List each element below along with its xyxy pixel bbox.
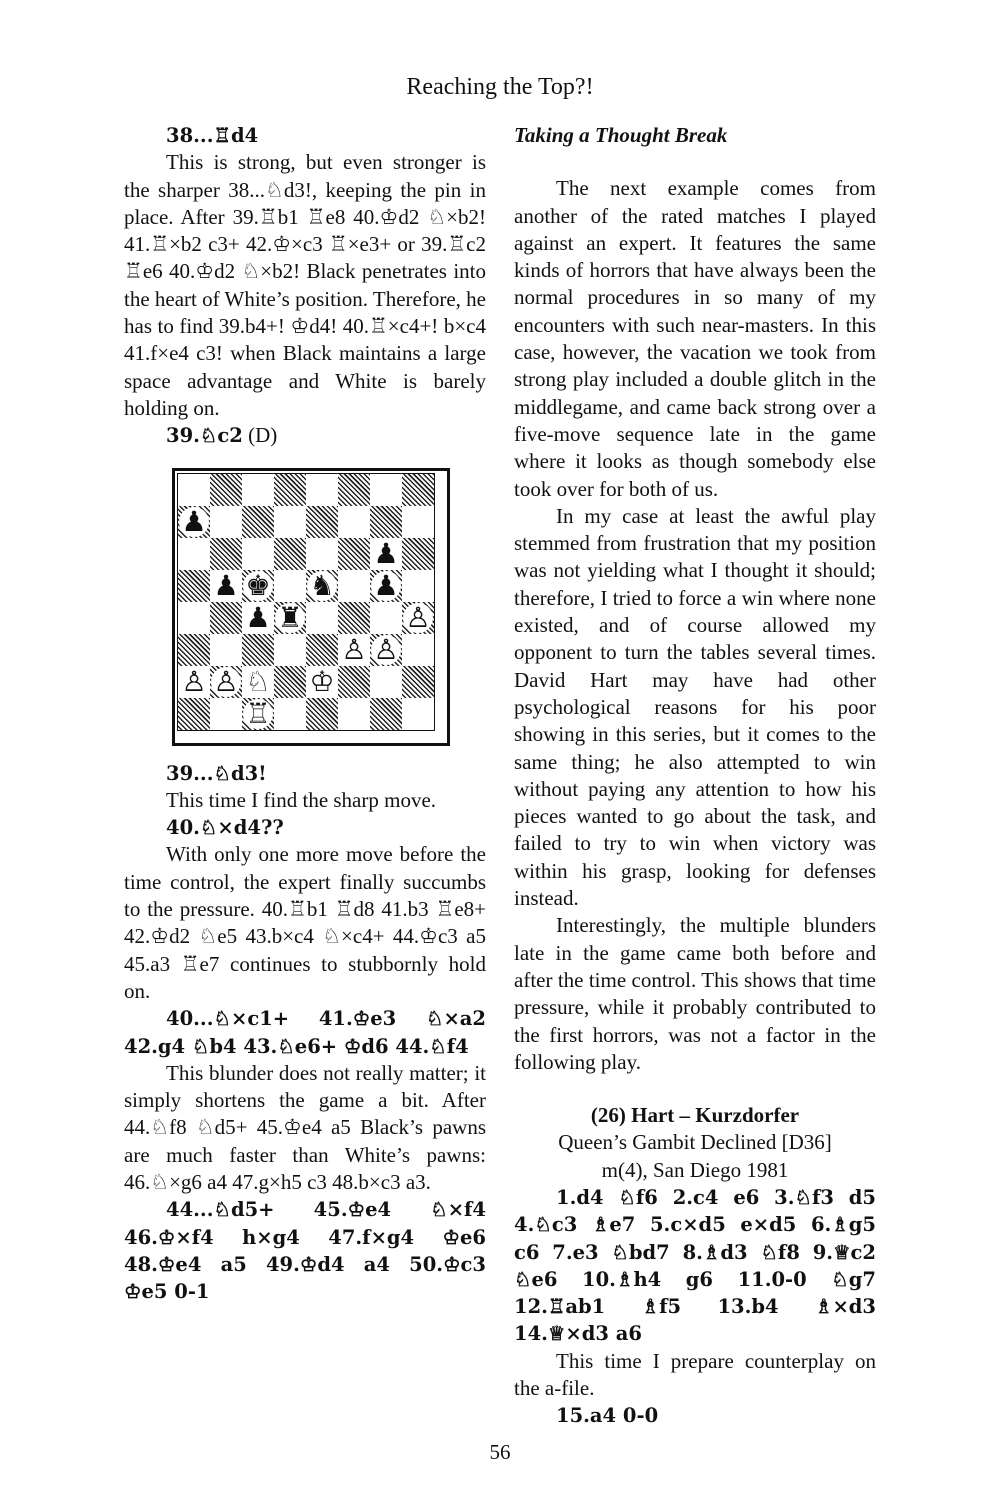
square-e8 — [306, 474, 338, 506]
black-king-icon: ♚ — [243, 571, 273, 601]
black-pawn-icon: ♟ — [371, 539, 401, 569]
square-h7 — [402, 506, 434, 538]
commentary-44: This blunder does not really matter; it simply shortens the game a bit. After 44.♘f8 ♘d5+ 45.♔e4 a5 Black’s pawns are much faster than White’s pawns: 46.♘×g6 a4 47.g×h5 c3 48.b×c3 a3. — [124, 1060, 486, 1195]
square-g7 — [370, 506, 402, 538]
square-f2 — [338, 666, 370, 698]
square-c4 — [242, 602, 274, 634]
square-g4 — [370, 602, 402, 634]
black-rook-icon: ♜ — [275, 603, 305, 633]
moves-44-50: 44...♘d5+ 45.♔e4 ♘×f4 46.♔×f4 h×g4 47.f×g4 ♔e6 48.♔e4 a5 49.♔d4 a4 50.♔c3 ♔e5 0-1 — [124, 1198, 486, 1304]
move-39 — [124, 422, 486, 449]
square-g6 — [370, 538, 402, 570]
white-rook-icon: ♖ — [243, 699, 273, 729]
black-pawn-icon: ♟ — [371, 571, 401, 601]
left-column — [124, 122, 486, 1306]
move-38: 38...♖d4 — [166, 124, 259, 147]
white-pawn-icon: ♙ — [211, 667, 241, 697]
commentary-14: This time I prepare counterplay on the a-file. — [514, 1348, 876, 1401]
square-g3 — [370, 634, 402, 666]
square-c5 — [242, 570, 274, 602]
square-c7 — [242, 506, 274, 538]
square-a6 — [178, 538, 210, 570]
moves-40-44: 40...♘×c1+ 41.♔e3 ♘×a2 42.g4 ♘b4 43.♘e6+ ♔d6 44.♘f4 — [124, 1007, 486, 1058]
square-h5 — [402, 570, 434, 602]
right-column — [514, 122, 876, 1430]
square-b4 — [210, 602, 242, 634]
square-f6 — [338, 538, 370, 570]
square-h8 — [402, 474, 434, 506]
square-f8 — [338, 474, 370, 506]
square-b7 — [210, 506, 242, 538]
white-king-icon: ♔ — [307, 667, 337, 697]
paragraph-1: The next example comes from another of the rated matches I played against an expert. It features the same kinds of horrors that have always been the normal procedures in so many of my encounters with such near-masters. In this case, however, the vacation we took from strong play included a double glitch in the middlegame, and came back strong over a five-move sequence late in the game where it looks as though somebody else took over for both of us. — [514, 176, 876, 501]
white-pawn-icon: ♙ — [339, 635, 369, 665]
square-a5 — [178, 570, 210, 602]
square-a1 — [178, 698, 210, 730]
square-f7 — [338, 506, 370, 538]
square-g1 — [370, 698, 402, 730]
commentary-40: With only one more move before the time control, the expert finally succumbs to the pressure. 40.♖b1 ♖d8 41.b3 ♖e8+ 42.♔d2 ♘e5 43.b×c4 ♘×c4+ 44.♔c3 a5 45.a3 ♖e7 continues to stubbornly hold on. — [124, 842, 486, 1003]
square-a8 — [178, 474, 210, 506]
square-c2 — [242, 666, 274, 698]
square-h3 — [402, 634, 434, 666]
square-b8 — [210, 474, 242, 506]
square-h6 — [402, 538, 434, 570]
chess-board — [177, 473, 435, 731]
square-c6 — [242, 538, 274, 570]
commentary-39: This time I find the sharp move. — [166, 787, 437, 812]
square-d3 — [274, 634, 306, 666]
game-moves-1-14: 1.d4 ♘f6 2.c4 e6 3.♘f3 d5 4.♘c3 ♗e7 5.c×d5 e×d5 6.♗g5 c6 7.e3 ♘bd7 8.♗d3 ♘f8 9.♕c2 ♘e6 10.♗h4 g6 11.0-0 ♘g7 12.♖ab1 ♗f5 13.b4 ♗×d3 14.♕×d3 a6 — [514, 1185, 876, 1346]
square-d6 — [274, 538, 306, 570]
square-e1 — [306, 698, 338, 730]
diagram-marker: (D) — [242, 423, 278, 448]
square-d8 — [274, 474, 306, 506]
square-b6 — [210, 538, 242, 570]
square-f4 — [338, 602, 370, 634]
paragraph-3: Interestingly, the multiple blunders late in the game came both before and after the time control. This shows that time pressure, while it probably contributed to the first horrors, was not a factor in the following play. — [514, 913, 876, 1074]
commentary-38: This is strong, but even stronger is the sharper 38...♘d3!, keeping the pin in place. After 39.♖b1 ♖e8 40.♔d2 ♘×b2! 41.♖×b2 c3+ 42.♔×c3 ♖×e3+ or 39.♖c2 ♖e6 40.♔d2 ♘×b2! Black penetrates into the heart of White’s position. Therefore, he has to find 39.b4+! ♔d4! 40.♖×c4+! b×c4 41.f×e4 c3! when Black maintains a large space advantage and White is barely holding on. — [124, 150, 486, 420]
running-header: Reaching the Top?! — [406, 74, 594, 100]
game-event: m(4), San Diego 1981 — [601, 1157, 789, 1182]
move-39-text: 39.♘c2 — [166, 424, 243, 448]
square-c8 — [242, 474, 274, 506]
square-b3 — [210, 634, 242, 666]
square-b2 — [210, 666, 242, 698]
square-e2 — [306, 666, 338, 698]
square-g8 — [370, 474, 402, 506]
black-knight-icon: ♞ — [307, 571, 337, 601]
square-b5 — [210, 570, 242, 602]
move-39-black: 39...♘d3! — [166, 761, 267, 785]
square-f3 — [338, 634, 370, 666]
white-pawn-icon: ♙ — [403, 603, 433, 633]
square-d1 — [274, 698, 306, 730]
square-e5 — [306, 570, 338, 602]
game-opening: Queen’s Gambit Declined [D36] — [558, 1130, 832, 1155]
square-c1 — [242, 698, 274, 730]
square-h1 — [402, 698, 434, 730]
square-h4 — [402, 602, 434, 634]
square-e7 — [306, 506, 338, 538]
square-e4 — [306, 602, 338, 634]
square-d7 — [274, 506, 306, 538]
white-pawn-icon: ♙ — [179, 667, 209, 697]
square-f5 — [338, 570, 370, 602]
square-d2 — [274, 666, 306, 698]
game-title: (26) Hart – Kurzdorfer — [590, 1103, 800, 1128]
square-a2 — [178, 666, 210, 698]
square-a7 — [178, 506, 210, 538]
paragraph-2: In my case at least the awful play stemmed from frustration that my position was not yielding what I thought it should; therefore, I tried to force a win where none existed, and of course allowed my opponent to turn the tables several times. David Hart may have had other psychological reasons for his poor showing in this series, but it comes to the same thing; he also attempted to win without paying any attention to how his pieces wanted to go about the task, and failed to try to win when victory was within his grasp, looking for defenses instead. — [514, 503, 876, 911]
chess-diagram — [172, 468, 450, 746]
square-d5 — [274, 570, 306, 602]
square-g5 — [370, 570, 402, 602]
square-b1 — [210, 698, 242, 730]
square-g2 — [370, 666, 402, 698]
white-pawn-icon: ♙ — [371, 635, 401, 665]
square-h2 — [402, 666, 434, 698]
black-pawn-icon: ♟ — [179, 507, 209, 537]
move-40: 40.♘×d4?? — [166, 816, 284, 840]
game-moves-15: 15.a4 0-0 — [556, 1404, 659, 1428]
white-knight-icon: ♘ — [243, 667, 273, 697]
section-title: Taking a Thought Break — [514, 123, 728, 147]
black-pawn-icon: ♟ — [243, 603, 273, 633]
square-a4 — [178, 602, 210, 634]
black-pawn-icon: ♟ — [211, 571, 241, 601]
square-e3 — [306, 634, 338, 666]
square-d4 — [274, 602, 306, 634]
square-f1 — [338, 698, 370, 730]
square-e6 — [306, 538, 338, 570]
square-c3 — [242, 634, 274, 666]
page-number: 56 — [489, 1440, 511, 1464]
square-a3 — [178, 634, 210, 666]
